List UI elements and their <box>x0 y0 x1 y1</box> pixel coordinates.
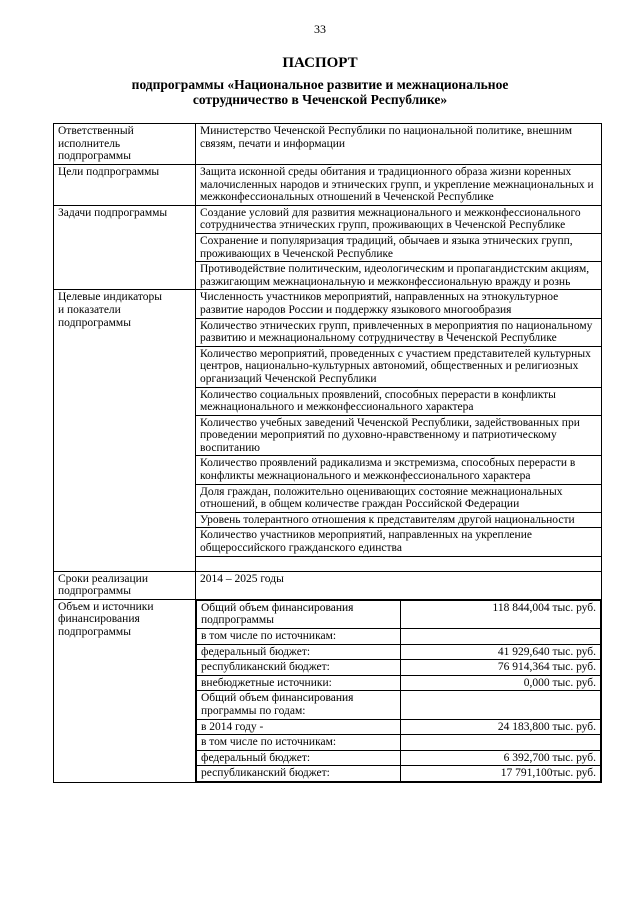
executor-label-line: исполнитель <box>58 137 121 150</box>
extra-label: внебюджетные источники: <box>197 675 401 691</box>
financing-label-line: Объем и источники <box>58 600 154 613</box>
executor-value: Министерство Чеченской Республики по национальной политике, внешним связям, печати и информации <box>196 124 602 165</box>
indicator-item: Количество проявлений радикализма и экстремизма, способных перерасти в конфликты межнационального и межконфессионального характера <box>196 456 602 484</box>
financing-row <box>197 629 601 645</box>
indicator-spacer <box>196 556 602 571</box>
financing-label <box>54 599 196 782</box>
financing-table <box>196 600 601 782</box>
goals-value: Защита исконной среды обитания и традиционного образа жизни коренных малочисленных народов и этнических групп, и укрепление межнациональных и межконфессиональных отношений в Чеченской Республике <box>196 165 602 206</box>
federal-label: федеральный бюджет: <box>197 644 401 660</box>
total-amount: 118 844,004 тыс. руб. <box>401 600 601 628</box>
indicator-item: Количество социальных проявлений, способных перерасти в конфликты межнационального и межконфессионального характера <box>196 387 602 415</box>
sources-label: в том числе по источникам: <box>197 629 401 645</box>
task-item: Создание условий для развития межнационального и межконфессионального сотрудничества этнических групп, проживающих в Чеченской Республике <box>196 205 602 233</box>
indicator-item: Уровень толерантного отношения к представителям другой национальности <box>196 512 602 528</box>
timing-value: 2014 – 2025 годы <box>196 571 602 599</box>
extra-amount: 0,000 тыс. руб. <box>401 675 601 691</box>
page-title: ПАСПОРТ <box>282 55 358 71</box>
row-tasks <box>54 205 602 233</box>
financing-row <box>197 719 601 735</box>
financing-details <box>196 599 602 782</box>
y2014-republic-amount: 17 791,100тыс. руб. <box>401 766 601 782</box>
financing-label-line: подпрограммы <box>58 626 131 638</box>
total-label: Общий объем финансирования подпрограммы <box>197 600 401 628</box>
row-financing <box>54 599 602 782</box>
row-goals <box>54 165 602 206</box>
task-item: Противодействие политическим, идеологическим и пропагандистским акциям, разжигающим межнациональную и межконфессиональную вражду и рознь <box>196 262 602 290</box>
indicator-item: Количество участников мероприятий, направленных на укрепление общероссийского гражданского единства <box>196 528 602 556</box>
subtitle-line-2: сотрудничество в Чеченской Республике» <box>192 92 448 107</box>
timing-label <box>54 571 196 599</box>
task-item: Сохранение и популяризация традиций, обычаев и языка этнических групп, проживающих в Чеченской Республике <box>196 233 602 261</box>
indicator-item: Количество этнических групп, привлеченных в мероприятия по национальному развитию и межнациональному сотрудничеству в Чеченской Республике <box>196 318 602 346</box>
financing-label-line: финансирования <box>58 613 140 626</box>
empty-cell <box>401 691 601 719</box>
indicator-item: Количество учебных заведений Чеченской Республики, задействованных при проведении мероприятий по духовно-нравственному и патриотическому воспитанию <box>196 415 602 456</box>
timing-label-line: подпрограммы <box>58 585 131 598</box>
financing-row <box>197 750 601 766</box>
financing-row <box>197 691 601 719</box>
financing-row <box>197 766 601 782</box>
indicator-item: Доля граждан, положительно оценивающих состояние межнациональных отношений, в общем количестве граждан Российской Федерации <box>196 484 602 512</box>
financing-row <box>197 675 601 691</box>
y2014-sources-label: в том числе по источникам: <box>197 735 401 751</box>
financing-row <box>197 600 601 628</box>
page-subtitle <box>120 77 520 107</box>
executor-label <box>54 124 196 165</box>
republic-amount: 76 914,364 тыс. руб. <box>401 660 601 676</box>
passport-table <box>53 123 602 783</box>
financing-row <box>197 735 601 751</box>
y2014-amount: 24 183,800 тыс. руб. <box>401 719 601 735</box>
tasks-label <box>54 205 196 290</box>
row-executor <box>54 124 602 165</box>
y2014-label: в 2014 году - <box>197 719 401 735</box>
empty-cell <box>401 735 601 751</box>
financing-row <box>197 644 601 660</box>
y2014-federal-label: федеральный бюджет: <box>197 750 401 766</box>
by-year-label: Общий объем финансирования программы по годам: <box>197 691 401 719</box>
page-number: 33 <box>314 22 326 36</box>
indicators-label <box>54 290 196 571</box>
indicators-label-line: Целевые индикаторы <box>58 291 163 304</box>
y2014-republic-label: республиканский бюджет: <box>197 766 401 782</box>
indicator-item: Численность участников мероприятий, направленных на этнокультурное развитие народов России и поддержку языкового многообразия <box>196 290 602 318</box>
subtitle-line-1: подпрограммы «Национальное развитие и межнациональное <box>131 77 509 92</box>
goals-label-line: Цели подпрограммы <box>58 166 160 178</box>
empty-cell <box>401 629 601 645</box>
tasks-label-line: Задачи подпрограммы <box>58 206 168 219</box>
timing-label-line: Сроки реализации <box>58 572 148 585</box>
republic-label: республиканский бюджет: <box>197 660 401 676</box>
goals-label <box>54 165 196 206</box>
indicators-label-line: и показатели <box>58 303 121 316</box>
indicator-item: Количество мероприятий, проведенных с участием представителей культурных центров, национально-культурных автономий, общественных и религиозных организаций Чеченской Республики <box>196 346 602 387</box>
y2014-federal-amount: 6 392,700 тыс. руб. <box>401 750 601 766</box>
executor-label-line: Ответственный <box>58 125 134 137</box>
financing-row <box>197 660 601 676</box>
federal-amount: 41 929,640 тыс. руб. <box>401 644 601 660</box>
indicators-label-line: подпрограммы <box>58 316 131 329</box>
row-timing <box>54 571 602 599</box>
row-indicators <box>54 290 602 318</box>
executor-label-line: подпрограммы <box>58 150 131 163</box>
